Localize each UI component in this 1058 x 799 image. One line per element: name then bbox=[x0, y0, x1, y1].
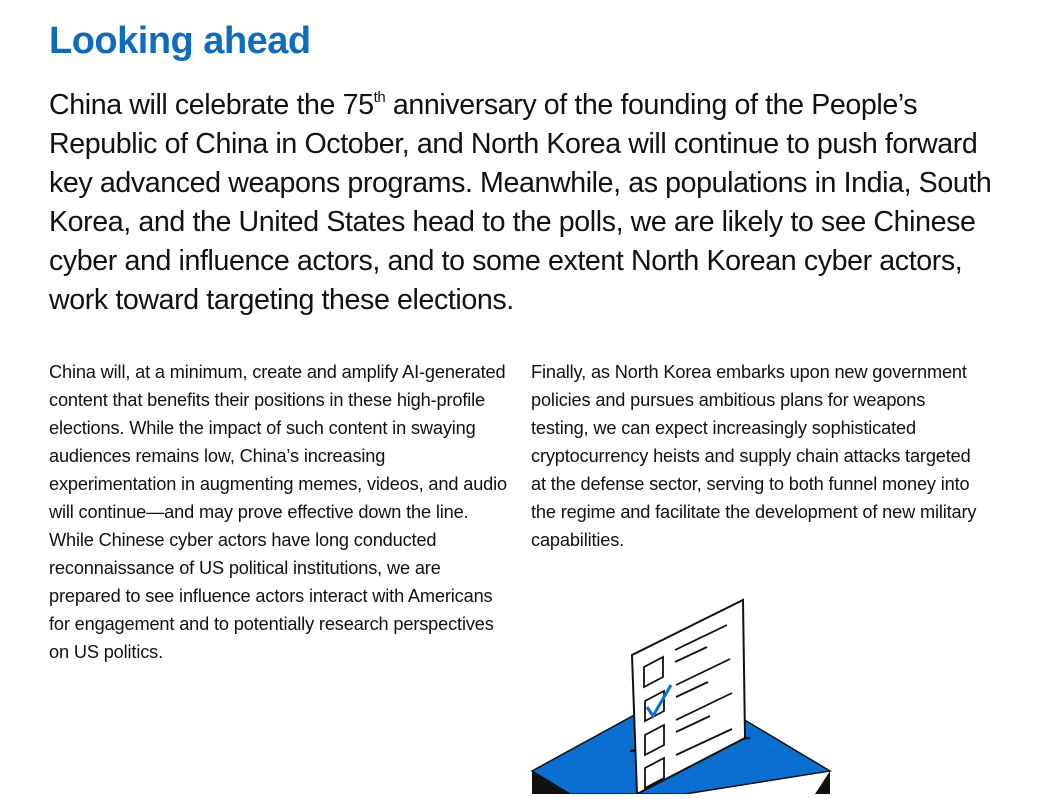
lead-text-end: anniversary of the founding of the People’s Republic of China in October, and North Korea will continue to push forward key advanced weapons programs. Meanwhile, as populations in India, South Korea, and the United States head to the polls, we are likely to see Chinese cyber and influence actors, and to some extent North Korean cyber actors, work toward targeting these elections. bbox=[49, 89, 992, 316]
ballot-box-icon bbox=[525, 595, 845, 794]
ordinal-suffix: th bbox=[373, 89, 386, 106]
lead-text-start: China will celebrate the 75 bbox=[49, 89, 374, 121]
ballot-box-side bbox=[815, 771, 830, 794]
right-column-paragraph: Finally, as North Korea embarks upon new government policies and pursues ambitious plans for weapons testing, we can expect increasingly sophisticated cryptocurrency heists and supply chain attacks targeted at the defense sector, serving to both funnel money into the regime and facilitate the development of new military capabilities. bbox=[531, 362, 977, 550]
left-column-paragraph: China will, at a minimum, create and amplify AI-generated content that benefits their positions in these high-profile elections. While the impact of such content in swaying audiences remains low, China’s increasing experimentation in augmenting memes, videos, and audio will continue—and may prove effective down the line. While Chinese cyber actors have long conducted reconnaissance of US political institutions, we are prepared to see influence actors interact with Americans for engagement and to potentially research perspectives on US politics. bbox=[49, 362, 507, 662]
lead-paragraph bbox=[49, 86, 1009, 320]
page-heading: Looking ahead bbox=[49, 20, 311, 62]
ballot-box-illustration bbox=[525, 595, 845, 799]
